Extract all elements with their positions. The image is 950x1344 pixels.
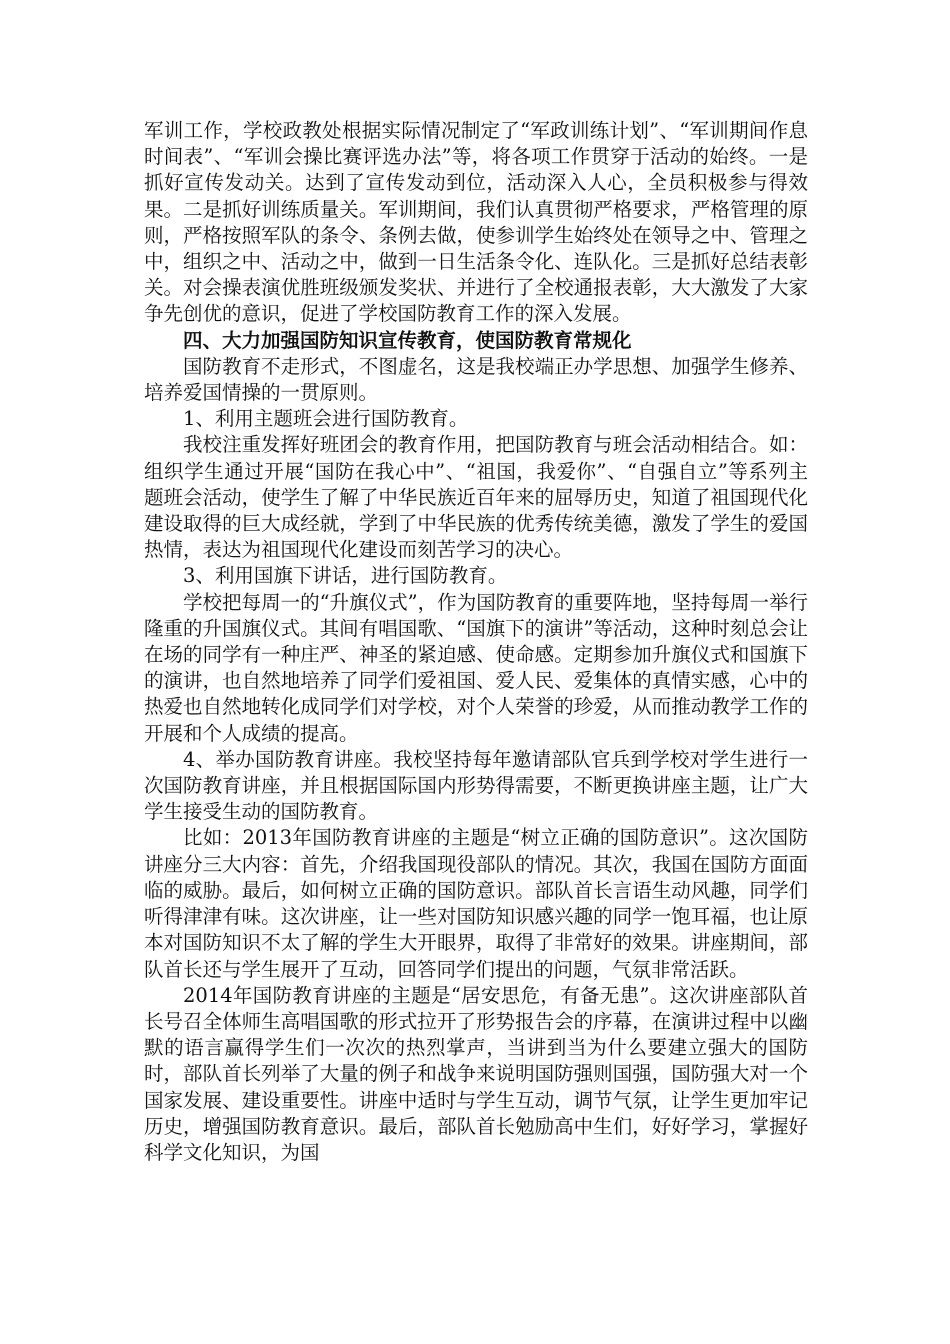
paragraph-lectures: 4、举办国防教育讲座。我校坚持每年邀请部队官兵到学校对学生进行一次国防教育讲座，并且根据国际国内形势得需要，不断更换讲座主题，让广大学生接受生动的国防教育。 [144,747,808,824]
paragraph-principle: 国防教育不走形式，不图虚名，这是我校端正办学思想、加强学生修养、培养爱国情操的一贯原则。 [144,354,808,405]
paragraph-military-training: 军训工作，学校政教处根据实际情况制定了“军政训练计划”、“军训期间作息时间表”、“军训会操比赛评选办法”等，将各项工作贯穿于活动的始终。一是抓好宣传发动关。达到了宣传发动到位，活动深入人心，全员积极参与得效果。二是抓好训练质量关。军训期间，我们认真贯彻严格要求，严格管理的原则，严格按照军队的条令、条例去做，使参训学生始终处在领导之中、管理之中，组织之中、活动之中，做到一日生活条令化、连队化。三是抓好总结表彰关。对会操表演优胜班级颁发奖状、并进行了全校通报表彰，大大激发了大家争先创优的意识，促进了学校国防教育工作的深入发展。 [144,119,808,326]
subheading-flag-speech: 3、利用国旗下讲话，进行国防教育。 [183,564,508,588]
paragraph-lecture-2014: 2014年国防教育讲座的主题是“居安思危，有备无患”。这次讲座部队首长号召全体师生高唱国歌的形式拉开了形势报告会的序幕，在演讲过程中以幽默的语言赢得学生们一次次的热烈掌声，当讲到当为什么要建立强大的国防时，部队首长列举了大量的例子和战争来说明国防强则国强，国防强大对一个国家发展、建设重要性。讲座中适时与学生互动，调节气氛，让学生更加牢记历史，增强国防教育意识。最后，部队首长勉励高中生们，好好学习，掌握好科学文化知识，为国 [144,983,808,1164]
paragraph-lecture-2013: 比如：2013年国防教育讲座的主题是“树立正确的国防意识”。这次国防讲座分三大内容：首先，介绍我国现役部队的情况。其次，我国在国防方面面临的威胁。最后，如何树立正确的国防意识。部队首长言语生动风趣，同学们听得津津有味。这次讲座，让一些对国防知识感兴趣的同学一饱耳福，也让原本对国防知识不太了解的学生大开眼界，取得了非常好的效果。讲座期间，部队首长还与学生展开了互动，回答同学们提出的问题，气氛非常活跃。 [144,826,808,981]
document-page [144,118,808,1166]
paragraph-flag-ceremony: 学校把每周一的“升旗仪式”，作为国防教育的重要阵地，坚持每周一举行隆重的升国旗仪式。其间有唱国歌、“国旗下的演讲”等活动，这种时刻总会让在场的同学有一种庄严、神圣的紧迫感、使命感。定期参加升旗仪式和国旗下的演讲，也自然地培养了同学们爱祖国、爱人民、爱集体的真情实感，心中的热爱也自然地转化成同学们对学校，对个人荣誉的珍爱，从而推动教学工作的开展和个人成绩的提高。 [144,590,808,745]
subheading-class-meeting: 1、利用主题班会进行国防教育。 [183,407,469,431]
section-heading-4: 四、大力加强国防知识宣传教育，使国防教育常规化 [183,328,632,352]
paragraph-class-meeting: 我校注重发挥好班团会的教育作用，把国防教育与班会活动相结合。如：组织学生通过开展“国防在我心中”、“祖国，我爱你”、“自强自立”等系列主题班会活动，使学生了解了中华民族近百年来的屈辱历史，知道了祖国现代化建设取得的巨大成经就，学到了中华民族的优秀传统美德，激发了学生的爱国热情，表达为祖国现代化建设而刻苦学习的决心。 [144,433,808,562]
